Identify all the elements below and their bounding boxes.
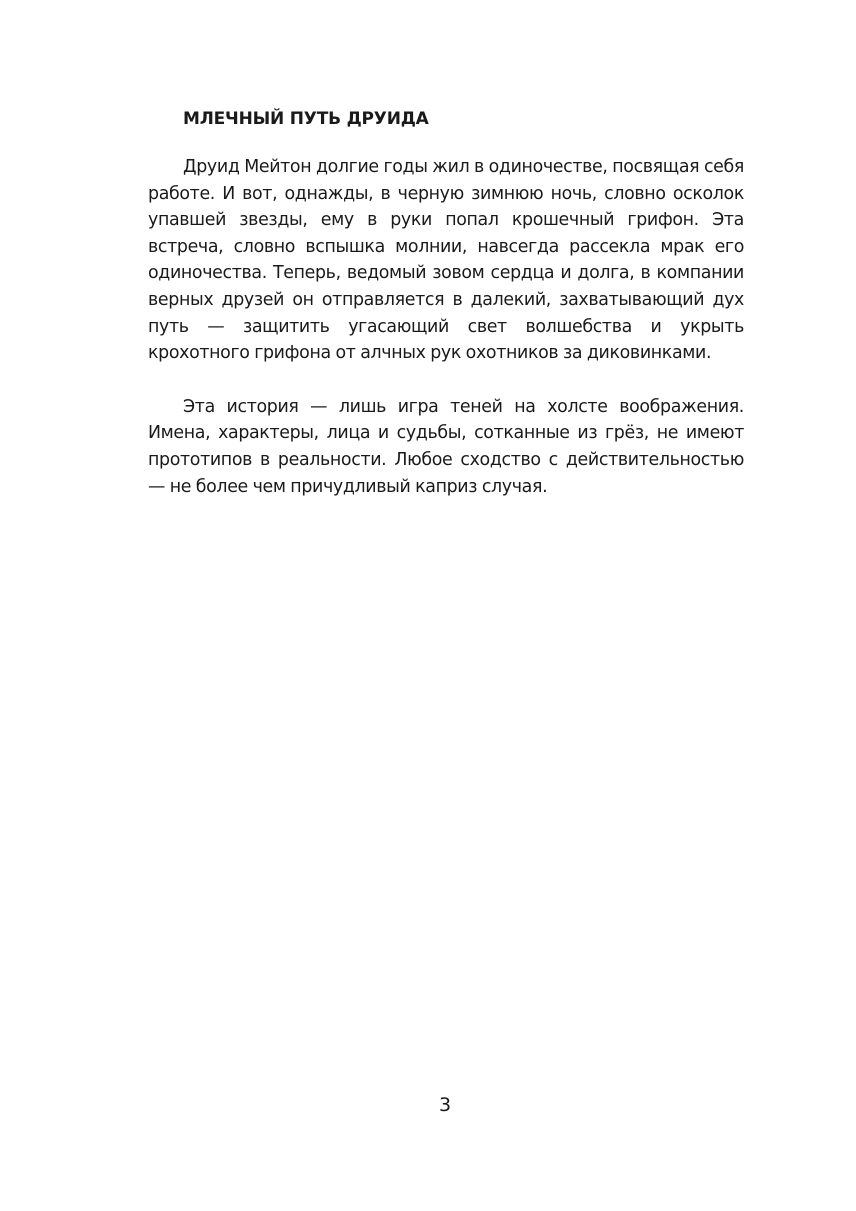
chapter-title: МЛЕЧНЫЙ ПУТЬ ДРУИДА <box>183 109 429 129</box>
page-number: 3 <box>438 1094 452 1116</box>
synopsis-paragraph: Друид Мейтон долгие годы жил в одиночестве, посвящая себя работе. И вот, однажды, в черную зимнюю ночь, словно осколок упавшей звезды, ему в руки попал крошечный грифон. Эта встреча, словно вспышка молнии, навсегда рассекла мрак его одиночества. Теперь, ведомый зовом сердца и долга, в компании верных друзей он отправляется в далекий, захватывающий дух путь — защитить угасающий свет волшебства и укрыть крохотного грифона от алчных рук охотников за диковинками. <box>148 157 744 364</box>
page-content <box>148 106 744 500</box>
disclaimer-paragraph: Эта история — лишь игра теней на холсте воображения. Имена, характеры, лица и судьбы, сотканные из грёз, не имеют прототипов в реальности. Любое сходство с действительностью — не более чем причудливый каприз случая. <box>148 396 744 497</box>
